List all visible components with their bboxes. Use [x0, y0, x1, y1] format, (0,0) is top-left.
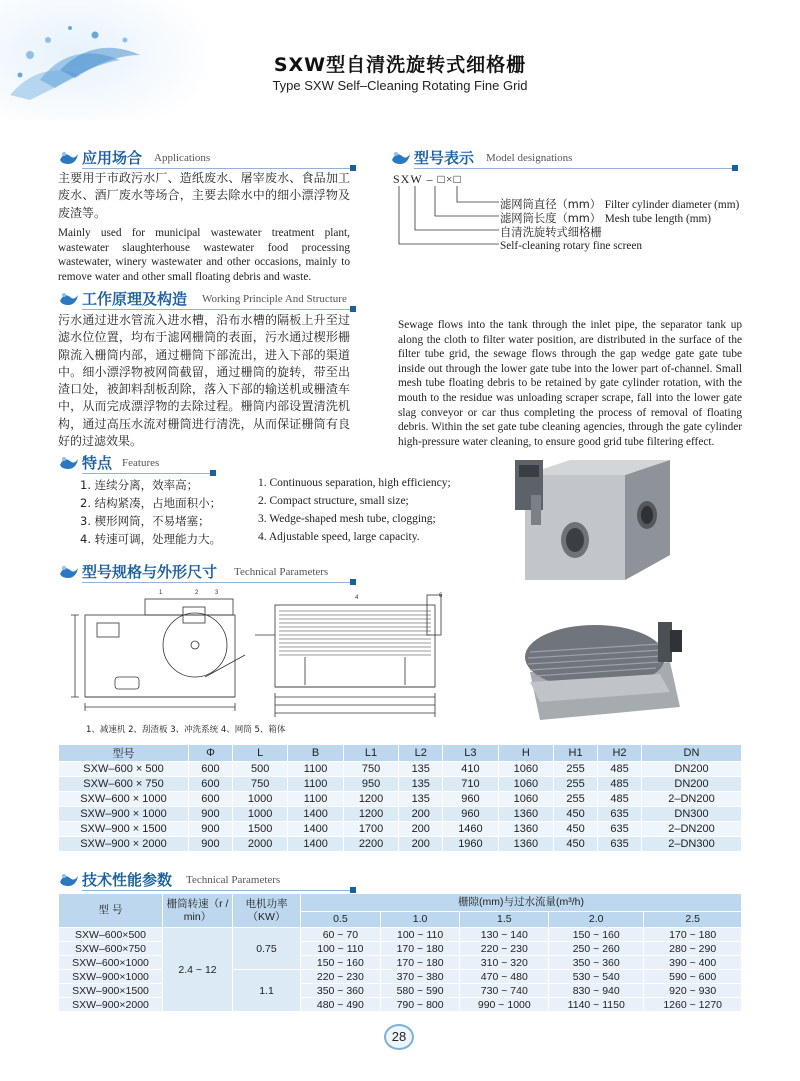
performance-heading: 技术性能参数 Technical Parameters — [58, 868, 358, 894]
product-photo-drum-unit — [510, 612, 690, 724]
col-l: L — [232, 745, 287, 762]
features-heading: 特点 Features — [58, 451, 218, 477]
svg-text:3: 3 — [215, 590, 219, 596]
feature-zh-4: 4. 转速可调，处理能力大。 — [80, 532, 222, 546]
value-cell: 600 — [189, 792, 233, 807]
perf-speed-value: 2.4 ~ 12 — [163, 928, 233, 1012]
value-cell: 750 — [232, 777, 287, 792]
feature-en-2: 2. Compact structure, small size; — [258, 495, 409, 507]
svg-text:1: 1 — [159, 590, 163, 596]
value-cell: 500 — [232, 762, 287, 777]
working-principle-text-en: Sewage flows into the tank through the inlet pipe, the separator tank up along the cloth to filter water position, are distributed in the surface of the filter tube grid, the sewage flows through the gap wedge gate gate tube inside out through the lower gate tube into the lower part of-channel. Small mesh tube floating debris to be retained by gate cylinder rotation, with the mouth to the residue was unloading scraper scrape, fall into the lower gate slag conveyor or car thus completing the process of removal of floating debris. Within the set gate tube cleaning agencies, through the gate cylinder high-pressure water cleaning, to ensure good grid tube filtering effect. — [398, 319, 742, 448]
wave-bullet-icon — [58, 289, 80, 309]
value-cell: 2–DN300 — [642, 837, 742, 852]
designation-type-zh: 自清洗旋转式细格栅 — [500, 226, 602, 239]
value-cell: 2–DN200 — [642, 792, 742, 807]
designation-leader-lines — [393, 186, 503, 250]
value-cell: 1100 — [288, 777, 343, 792]
table-row: SXW–600×1000 150 ~ 160 170 ~ 180 310 ~ 320 350 ~ 360 390 ~ 400 — [59, 956, 742, 970]
value-cell: 410 — [443, 762, 498, 777]
value-cell: 900 — [189, 807, 233, 822]
wave-bullet-icon — [58, 148, 80, 168]
value-cell: 1400 — [288, 837, 343, 852]
svg-text:2: 2 — [195, 590, 199, 596]
perf-power-b: 1.1 — [233, 970, 301, 1012]
wave-bullet-icon — [58, 870, 80, 890]
col-l1: L1 — [343, 745, 398, 762]
table-row — [59, 822, 742, 837]
value-cell: 2200 — [343, 837, 398, 852]
value-cell: DN200 — [642, 777, 742, 792]
model-cell: SXW–600 × 500 — [59, 762, 189, 777]
table-row — [59, 792, 742, 807]
perf-gap-2: 1.0 — [380, 911, 460, 928]
applications-text-zh: 主要用于市政污水厂、造纸废水、屠宰废水、食品加工废水、酒厂废水等场合，主要去除水中的细小漂浮物及废渣等。 — [58, 171, 350, 220]
value-cell: 1100 — [288, 762, 343, 777]
col-h1: H1 — [554, 745, 598, 762]
value-cell: 1460 — [443, 822, 498, 837]
model-cell: SXW–900 × 2000 — [59, 837, 189, 852]
value-cell: 635 — [598, 822, 642, 837]
applications-text-en: Mainly used for municipal wastewater treatment plant, wastewater slaughterhouse wastewater food processing wastewater, winery wastewater and other occasions, mainly to remove water and other small floating debris and waste. — [58, 227, 350, 283]
value-cell: 1200 — [343, 792, 398, 807]
value-cell: 950 — [343, 777, 398, 792]
value-cell: 1400 — [288, 822, 343, 837]
page-subtitle: Type SXW Self–Cleaning Rotating Fine Grid — [272, 78, 528, 93]
perf-gap-1: 0.5 — [301, 911, 381, 928]
perf-col-speed: 栅筒转速（r / min） — [163, 894, 233, 928]
table-row — [59, 777, 742, 792]
perf-col-model: 型 号 — [59, 894, 163, 928]
feature-en-4: 4. Adjustable speed, large capacity. — [258, 531, 420, 543]
feature-en-1: 1. Continuous separation, high efficiency; — [258, 477, 451, 489]
value-cell: 1200 — [343, 807, 398, 822]
value-cell: 1100 — [288, 792, 343, 807]
value-cell: 1000 — [232, 792, 287, 807]
value-cell: 1060 — [498, 762, 553, 777]
value-cell: 200 — [399, 807, 443, 822]
value-cell: 1500 — [232, 822, 287, 837]
table-row: SXW–900×1500 350 ~ 360 580 ~ 590 730 ~ 740 830 ~ 940 920 ~ 930 — [59, 984, 742, 998]
value-cell: 635 — [598, 837, 642, 852]
value-cell: 1060 — [498, 792, 553, 807]
wave-bullet-icon — [58, 562, 80, 582]
col-phi: Φ — [189, 745, 233, 762]
page-title: SXW型自清洗旋转式细格栅 — [273, 54, 527, 76]
dimension-drawing — [55, 585, 455, 723]
feature-zh-1: 1. 连续分离，效率高； — [80, 478, 199, 492]
value-cell: 960 — [443, 792, 498, 807]
col-model: 型号 — [59, 745, 189, 762]
value-cell: 255 — [554, 762, 598, 777]
svg-text:6: 6 — [439, 593, 443, 599]
performance-table — [58, 893, 742, 1012]
perf-col-flow: 栅隙(mm)与过水流量(m³/h) — [301, 894, 742, 912]
value-cell: 450 — [554, 807, 598, 822]
value-cell: 1360 — [498, 822, 553, 837]
value-cell: 255 — [554, 792, 598, 807]
model-cell: SXW–600 × 750 — [59, 777, 189, 792]
page-number: 28 — [384, 1024, 414, 1050]
feature-en-3: 3. Wedge-shaped mesh tube, clogging; — [258, 513, 436, 525]
perf-power-a: 0.75 — [233, 928, 301, 970]
designation-length: 滤网筒长度（mm） Mesh tube length (mm) — [500, 212, 712, 225]
value-cell: DN200 — [642, 762, 742, 777]
table-row: SXW–900×1000 1.1 220 ~ 230 370 ~ 380 470 ~ 480 530 ~ 540 590 ~ 600 — [59, 970, 742, 984]
value-cell: 2–DN200 — [642, 822, 742, 837]
feature-zh-2: 2. 结构紧凑，占地面积小； — [80, 496, 222, 510]
designation-diameter: 滤网筒直径（mm） Filter cylinder diameter (mm) — [500, 198, 740, 211]
value-cell: 1360 — [498, 807, 553, 822]
value-cell: 485 — [598, 762, 642, 777]
technical-parameters-heading: 型号规格与外形尺寸 Technical Parameters — [58, 560, 358, 586]
designation-type-en: Self-cleaning rotary fine screen — [500, 240, 643, 252]
value-cell: 200 — [399, 837, 443, 852]
value-cell: 900 — [189, 837, 233, 852]
perf-col-power: 电机功率（KW） — [233, 894, 301, 928]
col-h2: H2 — [598, 745, 642, 762]
value-cell: 135 — [399, 792, 443, 807]
value-cell: 2000 — [232, 837, 287, 852]
model-cell: SXW–900 × 1500 — [59, 822, 189, 837]
applications-heading: 应用场合 Applications — [58, 146, 358, 172]
table-row: SXW–900×2000 480 ~ 490 790 ~ 800 990 ~ 1000 1140 ~ 1150 1260 ~ 1270 — [59, 998, 742, 1012]
working-principle-text-zh: 污水通过进水管流入进水槽，沿布水槽的隔板上升至过滤水位位置，均布于滤网栅筒的表面，污水通过楔形栅隙流入栅筒内部，通过栅筒下部流出，进入下部的渠道中。细小漂浮物被网筒截留，通过栅筒的旋转，带至出渣口处，被卸料刮板刮除，落入下部的输送机或栅渣车中，从而完成漂浮物的去除过程。栅筒内部设置清洗机构，通过高压水流对栅筒进行清洗，从而保证栅筒有良好的过滤效果。 — [58, 313, 350, 449]
product-photo-box-unit — [505, 455, 685, 590]
value-cell: 200 — [399, 822, 443, 837]
table-header-row — [59, 745, 742, 762]
wave-bullet-icon — [58, 453, 80, 473]
feature-zh-3: 3. 楔形网筒，不易堵塞； — [80, 514, 210, 528]
value-cell: 1000 — [232, 807, 287, 822]
value-cell: 1360 — [498, 837, 553, 852]
value-cell: DN300 — [642, 807, 742, 822]
value-cell: 1700 — [343, 822, 398, 837]
value-cell: 750 — [343, 762, 398, 777]
value-cell: 1400 — [288, 807, 343, 822]
model-code: SXW – □×□ — [393, 172, 462, 186]
wave-bullet-icon — [390, 148, 412, 168]
value-cell: 450 — [554, 837, 598, 852]
value-cell: 960 — [443, 807, 498, 822]
drawing-legend: 1、减速机 2、刮渣板 3、冲洗系统 4、网筒 5、箱体 — [86, 725, 286, 735]
working-principle-heading: 工作原理及构造 Working Principle And Structure — [58, 287, 358, 313]
perf-gap-4: 2.0 — [549, 911, 644, 928]
value-cell: 1060 — [498, 777, 553, 792]
table-row: SXW–600×750 100 ~ 110 170 ~ 180 220 ~ 230 250 ~ 260 280 ~ 290 — [59, 942, 742, 956]
value-cell: 135 — [399, 762, 443, 777]
table-row — [59, 762, 742, 777]
value-cell: 1960 — [443, 837, 498, 852]
col-b: B — [288, 745, 343, 762]
table-row — [59, 807, 742, 822]
perf-gap-3: 1.5 — [460, 911, 549, 928]
value-cell: 135 — [399, 777, 443, 792]
svg-text:4: 4 — [355, 595, 359, 601]
value-cell: 600 — [189, 762, 233, 777]
col-l3: L3 — [443, 745, 498, 762]
dimensions-table — [58, 744, 742, 852]
value-cell: 635 — [598, 807, 642, 822]
value-cell: 485 — [598, 777, 642, 792]
col-dn: DN — [642, 745, 742, 762]
table-row — [59, 837, 742, 852]
perf-gap-5: 2.5 — [644, 911, 742, 928]
model-cell: SXW–600 × 1000 — [59, 792, 189, 807]
table-row: SXW–600×500 2.4 ~ 12 0.75 60 ~ 70 100 ~ 110 130 ~ 140 150 ~ 160 170 ~ 180 — [59, 928, 742, 942]
value-cell: 900 — [189, 822, 233, 837]
col-h: H — [498, 745, 553, 762]
value-cell: 450 — [554, 822, 598, 837]
value-cell: 600 — [189, 777, 233, 792]
value-cell: 485 — [598, 792, 642, 807]
model-designations-heading: 型号表示 Model designations — [390, 146, 742, 172]
value-cell: 255 — [554, 777, 598, 792]
col-l2: L2 — [399, 745, 443, 762]
value-cell: 710 — [443, 777, 498, 792]
model-cell: SXW–900 × 1000 — [59, 807, 189, 822]
